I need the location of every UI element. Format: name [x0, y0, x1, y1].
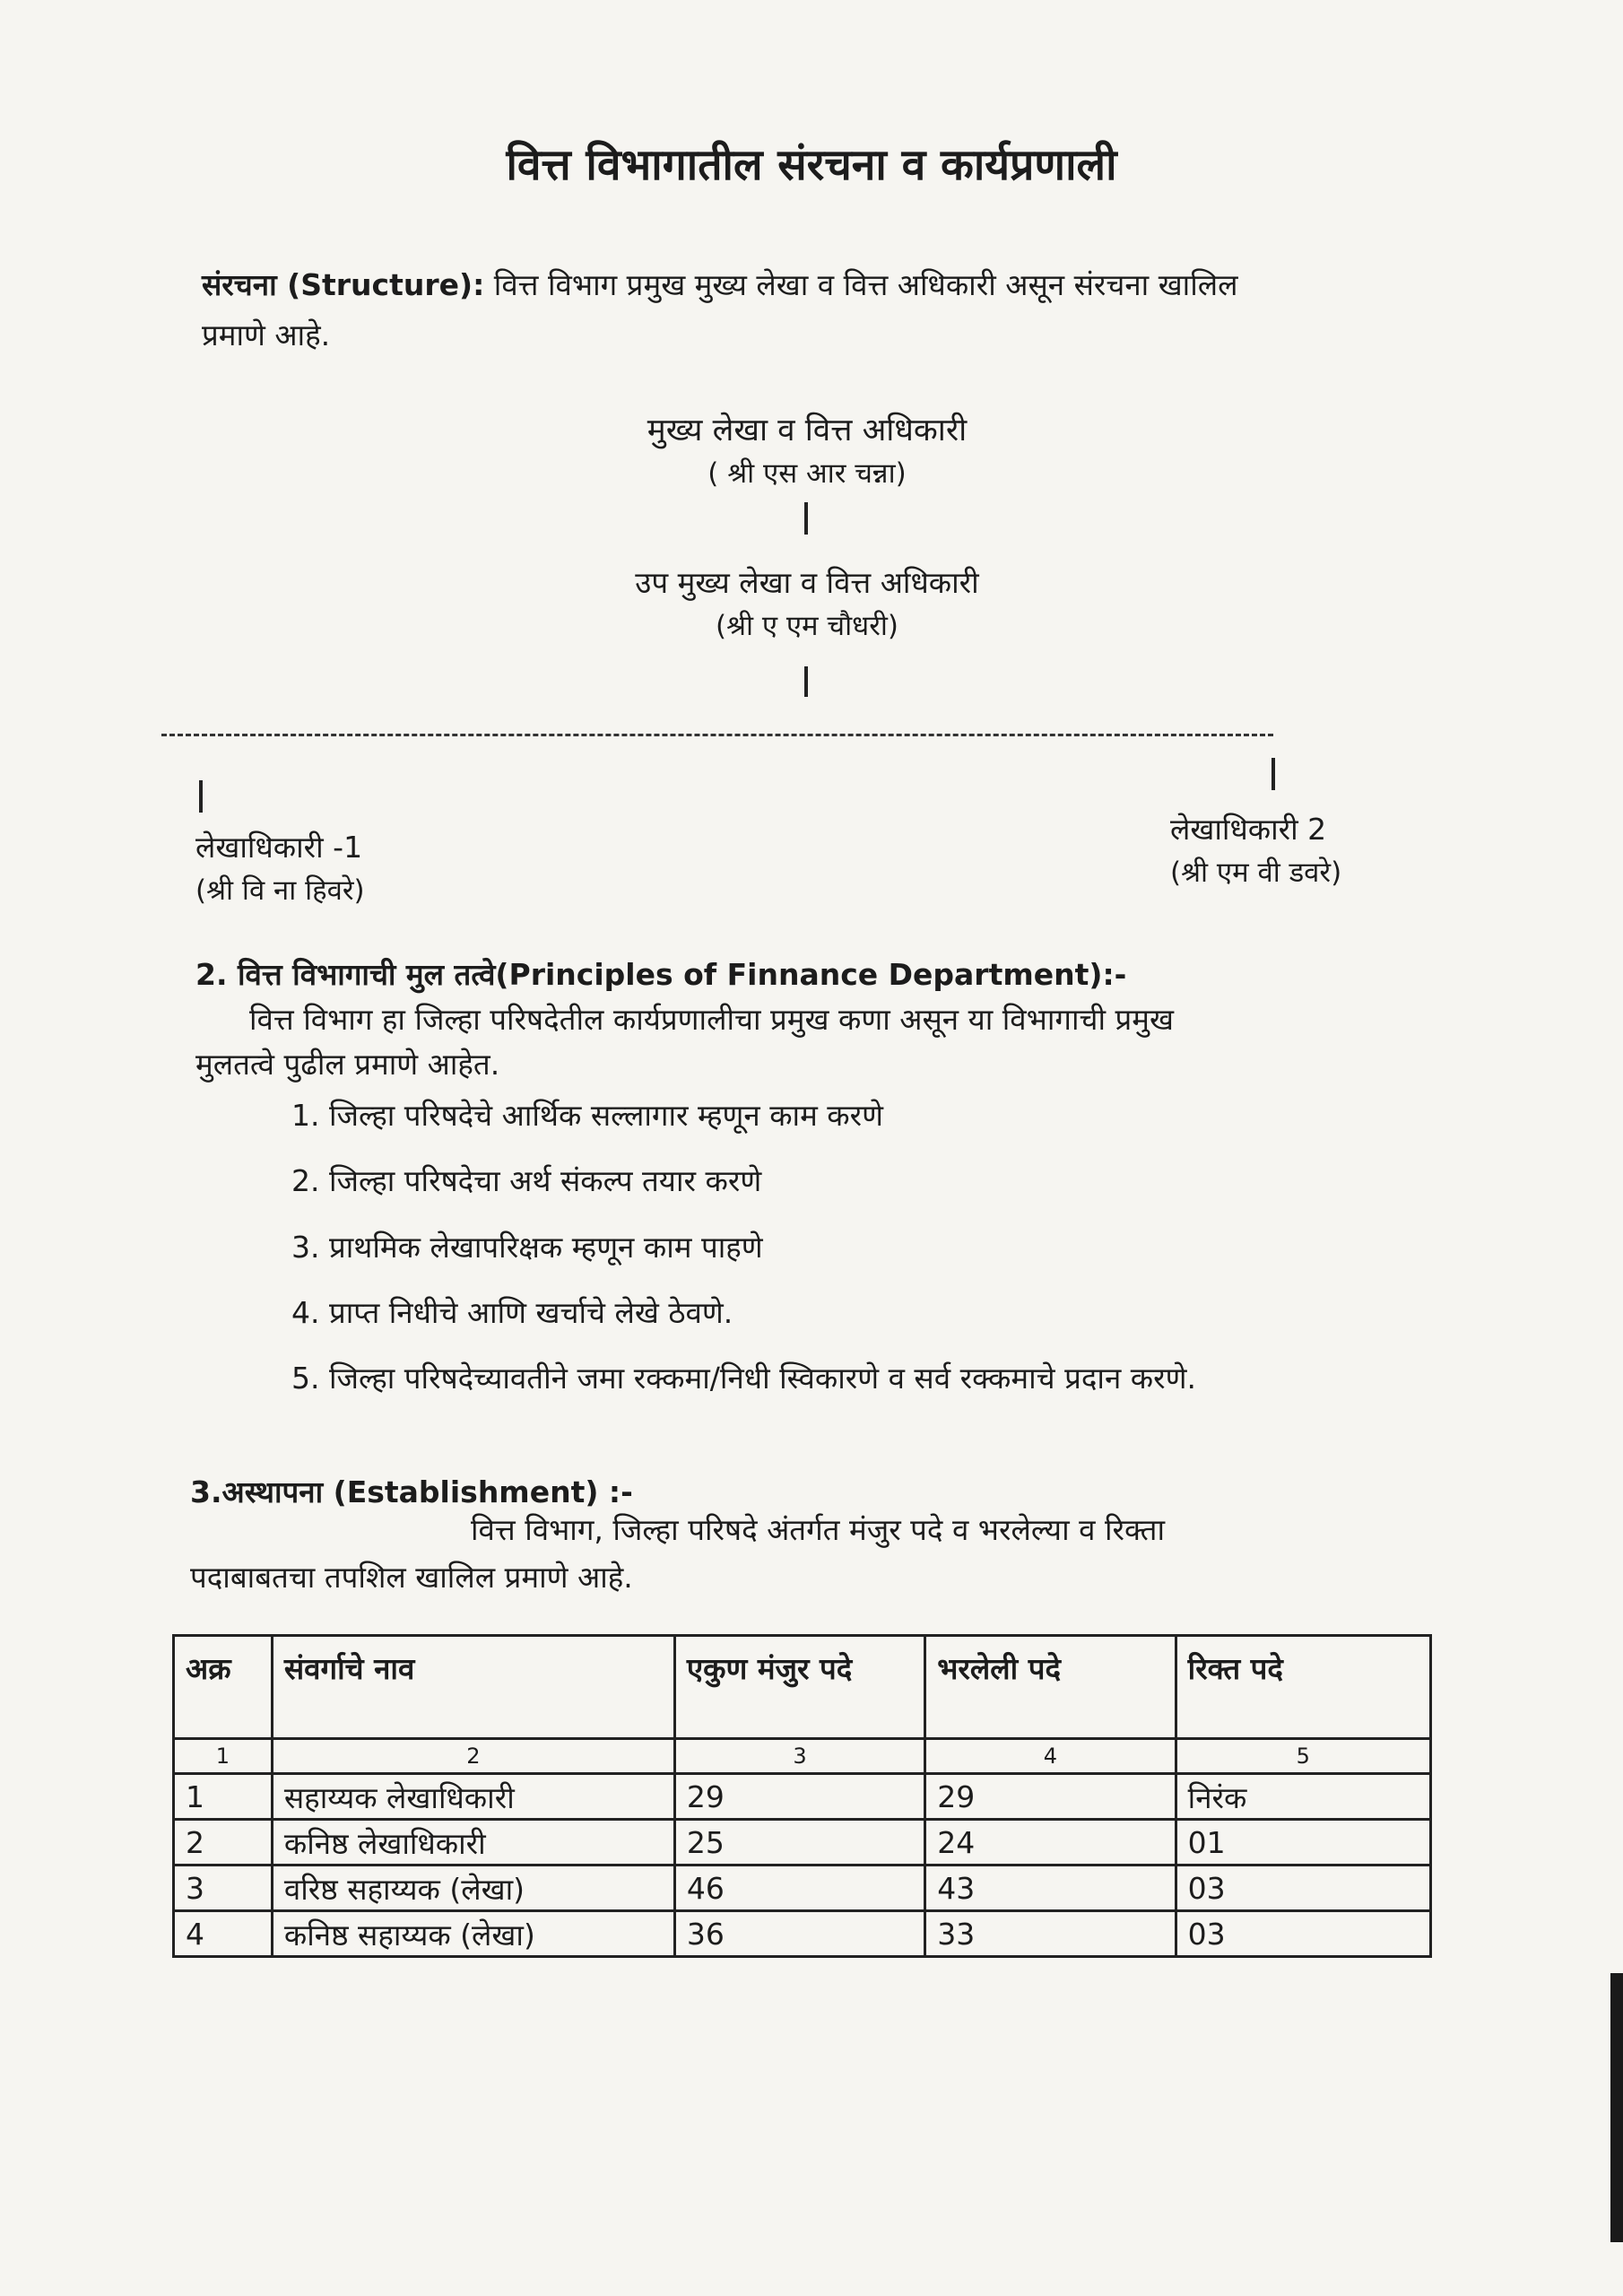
establishment-intro-line1: वित्त विभाग, जिल्हा परिषदे अंतर्गत मंजुर पदे व भरलेल्या व रिक्ता — [471, 1512, 1166, 1547]
principles-section — [195, 952, 1451, 1087]
column-number: 2 — [272, 1739, 674, 1774]
table-cell: 24 — [925, 1820, 1176, 1866]
establishment-intro-line2: पदाबाबतचा तपशिल खालिल प्रमाणे आहे. — [190, 1560, 633, 1595]
principle-item: 3. प्राथमिक लेखापरिक्षक म्हणून काम पाहणे — [291, 1230, 763, 1265]
chief-name: ( श्री एस आर चन्ना) — [707, 457, 907, 490]
table-cell: वरिष्ठ सहाय्यक (लेखा) — [272, 1866, 674, 1911]
table-header: अक्र — [174, 1636, 273, 1739]
column-number: 5 — [1176, 1739, 1430, 1774]
establishment-heading: 3.अस्थापना (Establishment) :- — [190, 1474, 633, 1509]
page-title: वित्त विभागातील संरचना व कार्यप्रणाली — [506, 140, 1117, 190]
table-cell: 46 — [674, 1866, 924, 1911]
principles-intro-line2: मुलतत्वे पुढील प्रमाणे आहेत. — [195, 1047, 500, 1082]
table-row — [174, 1774, 1431, 1820]
table-cell: कनिष्ठ सहाय्यक (लेखा) — [272, 1911, 674, 1957]
scan-edge-shadow — [1610, 1973, 1623, 2242]
table-row — [174, 1866, 1431, 1911]
column-number: 3 — [674, 1739, 924, 1774]
table-cell: 03 — [1176, 1866, 1430, 1911]
table-cell: 01 — [1176, 1820, 1430, 1866]
table-header: संवर्गाचे नाव — [272, 1636, 674, 1739]
org-connector-line — [199, 780, 203, 813]
table-header: भरलेली पदे — [925, 1636, 1176, 1739]
column-number: 1 — [174, 1739, 273, 1774]
org-officer1-box — [195, 825, 644, 911]
table-cell: 29 — [925, 1774, 1176, 1820]
table-header-row — [174, 1636, 1431, 1739]
principles-intro-line1: वित्त विभाग हा जिल्हा परिषदेतील कार्यप्रणालीचा प्रमुख कणा असून या विभागाची प्रमुख — [249, 1002, 1175, 1037]
structure-paragraph — [202, 260, 1439, 361]
structure-text-line2: प्रमाणे आहे. — [202, 317, 331, 352]
officer2-name: (श्री एम वी डवरे) — [1170, 857, 1342, 889]
establishment-table — [172, 1634, 1432, 1958]
chief-title: मुख्य लेखा व वित्त अधिकारी — [647, 413, 968, 448]
org-connector-line — [804, 666, 808, 697]
table-cell: 29 — [674, 1774, 924, 1820]
table-row — [174, 1911, 1431, 1957]
table-cell: 36 — [674, 1911, 924, 1957]
table-cell: निरंक — [1176, 1774, 1430, 1820]
table-row — [174, 1820, 1431, 1866]
officer1-name: (श्री वि ना हिवरे) — [195, 874, 365, 907]
table-cell: 43 — [925, 1866, 1176, 1911]
column-number: 4 — [925, 1739, 1176, 1774]
table-column-number-row — [174, 1739, 1431, 1774]
officer1-title: लेखाधिकारी -1 — [195, 830, 363, 865]
table-header: रिक्त पदे — [1176, 1636, 1430, 1739]
org-officer2-box — [1170, 807, 1583, 893]
table-cell: कनिष्ठ लेखाधिकारी — [272, 1820, 674, 1866]
officer2-title: लेखाधिकारी 2 — [1170, 812, 1327, 847]
structure-heading: संरचना (Structure): — [202, 267, 485, 302]
table-cell: 1 — [174, 1774, 273, 1820]
table-header: एकुण मंजुर पदे — [674, 1636, 924, 1739]
table-cell: सहाय्यक लेखाधिकारी — [272, 1774, 674, 1820]
org-connector-line — [804, 502, 808, 535]
principle-item: 2. जिल्हा परिषदेचा अर्थ संकल्प तयार करणे — [291, 1163, 762, 1198]
table-cell: 03 — [1176, 1911, 1430, 1957]
principle-item: 5. जिल्हा परिषदेच्यावतीने जमा रक्कमा/निधी स्विकारणे व सर्व रक्कमाचे प्रदान करणे. — [291, 1361, 1196, 1396]
org-chief-box — [502, 408, 1112, 494]
principle-item: 4. प्राप्त निधीचे आणि खर्चाचे लेखे ठेवणे. — [291, 1295, 733, 1330]
table-cell: 4 — [174, 1911, 273, 1957]
table-cell: 33 — [925, 1911, 1176, 1957]
table-cell: 25 — [674, 1820, 924, 1866]
table-cell: 3 — [174, 1866, 273, 1911]
structure-text-line1: वित्त विभाग प्रमुख मुख्य लेखा व वित्त अधिकारी असून संरचना खालिल — [493, 267, 1238, 302]
table-cell: 2 — [174, 1820, 273, 1866]
deputy-name: (श्री ए एम चौधरी) — [715, 610, 899, 642]
principles-heading: 2. वित्त विभागाची मुल तत्वे(Principles of Finnance Department):- — [195, 957, 1127, 992]
org-branch-line — [161, 734, 1273, 736]
deputy-title: उप मुख्य लेखा व वित्त अधिकारी — [635, 565, 979, 600]
org-deputy-box — [502, 561, 1112, 647]
org-connector-line — [1271, 758, 1275, 790]
principle-item: 1. जिल्हा परिषदेचे आर्थिक सल्लागार म्हणून काम करणे — [291, 1098, 884, 1133]
